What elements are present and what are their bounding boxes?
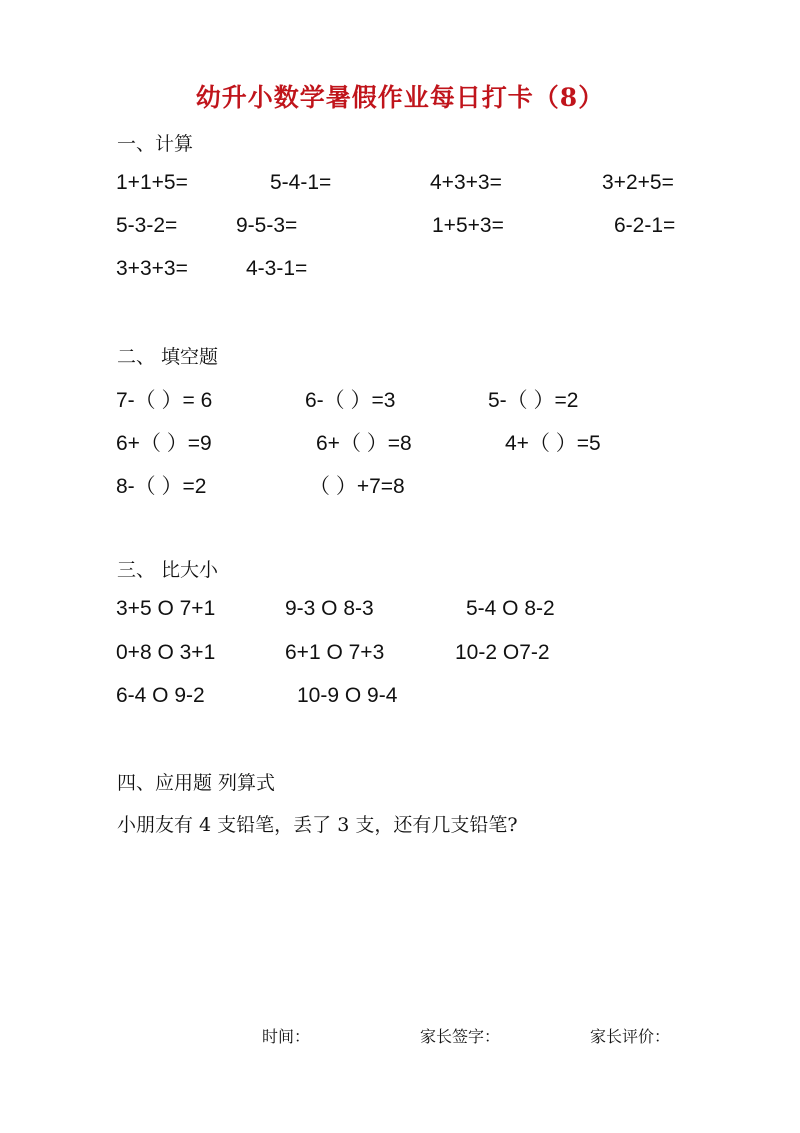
page-title: 幼升小数学暑假作业每日打卡（8）	[195, 83, 605, 112]
section-heading-fill-in-blank: 二、 填空题	[117, 346, 219, 368]
fill-blank-problem: 6-（ ）=3	[305, 389, 396, 412]
footer-parent-signature: 家长签字：	[420, 1027, 501, 1046]
calc-problem: 5-4-1=	[270, 171, 332, 194]
compare-problem: 5-4 O 8-2	[466, 597, 555, 620]
calc-problem: 3+3+3=	[116, 257, 188, 280]
calc-problem: 6-2-1=	[614, 214, 676, 237]
compare-problem: 0+8 O 3+1	[116, 641, 216, 664]
word-problem-text: 小朋友有 4 支铅笔，丢了 3 支，还有几支铅笔?	[117, 814, 518, 836]
compare-problem: 9-3 O 8-3	[285, 597, 374, 620]
compare-problem: 6-4 O 9-2	[116, 684, 205, 707]
compare-problem: 10-9 O 9-4	[297, 684, 398, 707]
fill-blank-problem: 7-（ ）= 6	[116, 389, 213, 412]
fill-blank-problem: （ ）+7=8	[309, 475, 405, 498]
compare-problem: 10-2 O7-2	[455, 641, 550, 664]
fill-blank-problem: 5-（ ）=2	[488, 389, 579, 412]
section-heading-word-problem: 四、应用题 列算式	[117, 772, 276, 794]
section-heading-compare: 三、 比大小	[117, 559, 219, 581]
fill-blank-problem: 8-（ ）=2	[116, 475, 207, 498]
calc-problem: 9-5-3=	[236, 214, 298, 237]
calc-problem: 4-3-1=	[246, 257, 308, 280]
calc-problem: 1+5+3=	[432, 214, 504, 237]
fill-blank-problem: 6+（ ）=8	[316, 432, 412, 455]
footer-parent-comment: 家长评价：	[590, 1027, 671, 1046]
fill-blank-problem: 6+（ ）=9	[116, 432, 212, 455]
compare-problem: 3+5 O 7+1	[116, 597, 216, 620]
fill-blank-problem: 4+（ ）=5	[505, 432, 601, 455]
footer-time: 时间：	[262, 1027, 311, 1046]
calc-problem: 1+1+5=	[116, 171, 188, 194]
section-heading-calculation: 一、计算	[117, 133, 194, 155]
calc-problem: 3+2+5=	[602, 171, 674, 194]
calc-problem: 4+3+3=	[430, 171, 502, 194]
compare-problem: 6+1 O 7+3	[285, 641, 385, 664]
calc-problem: 5-3-2=	[116, 214, 178, 237]
